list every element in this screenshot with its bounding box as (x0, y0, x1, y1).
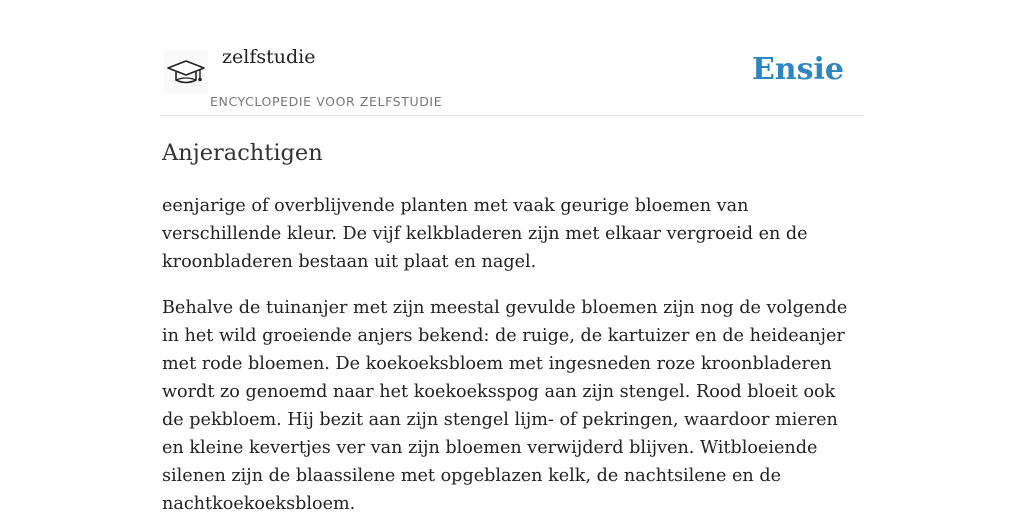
site-tagline: ENCYCLOPEDIE VOOR ZELFSTUDIE (210, 94, 443, 109)
page-title: Anjerachtigen (162, 140, 323, 166)
article-body (162, 192, 862, 512)
site-header (162, 0, 862, 116)
page (162, 0, 862, 512)
article-paragraph: eenjarige of overblijvende planten met vaak geurige bloemen van verschillende kleur. De vijf kelkbladeren zijn met elkaar vergroeid en de kroonbladeren bestaan uit plaat en nagel. (162, 196, 808, 272)
site-name[interactable]: zelfstudie (222, 46, 316, 68)
brand-logo[interactable]: Ensie (751, 52, 844, 87)
graduation-cap-icon[interactable] (164, 50, 208, 94)
article-paragraph: Behalve de tuinanjer met zijn meestal gevulde bloemen zijn nog de volgende in het wild groeiende anjers bekend: de ruige, de kartuizer en de heideanjer met rode bloemen. De koekoeksbloem met ingesneden roze kroonbladeren wordt zo genoemd naar het koekoeksspog aan zijn stengel. Rood bloeit ook de pekbloem. Hij bezit aan zijn stengel lijm- of pekringen, waardoor mieren en kleine kevertjes ver van zijn bloemen verwijderd blijven. Witbloeiende silenen zijn de blaassilene met opgeblazen kelk, de nachtsilene en de nachtkoekoeksbloem. (162, 298, 848, 512)
